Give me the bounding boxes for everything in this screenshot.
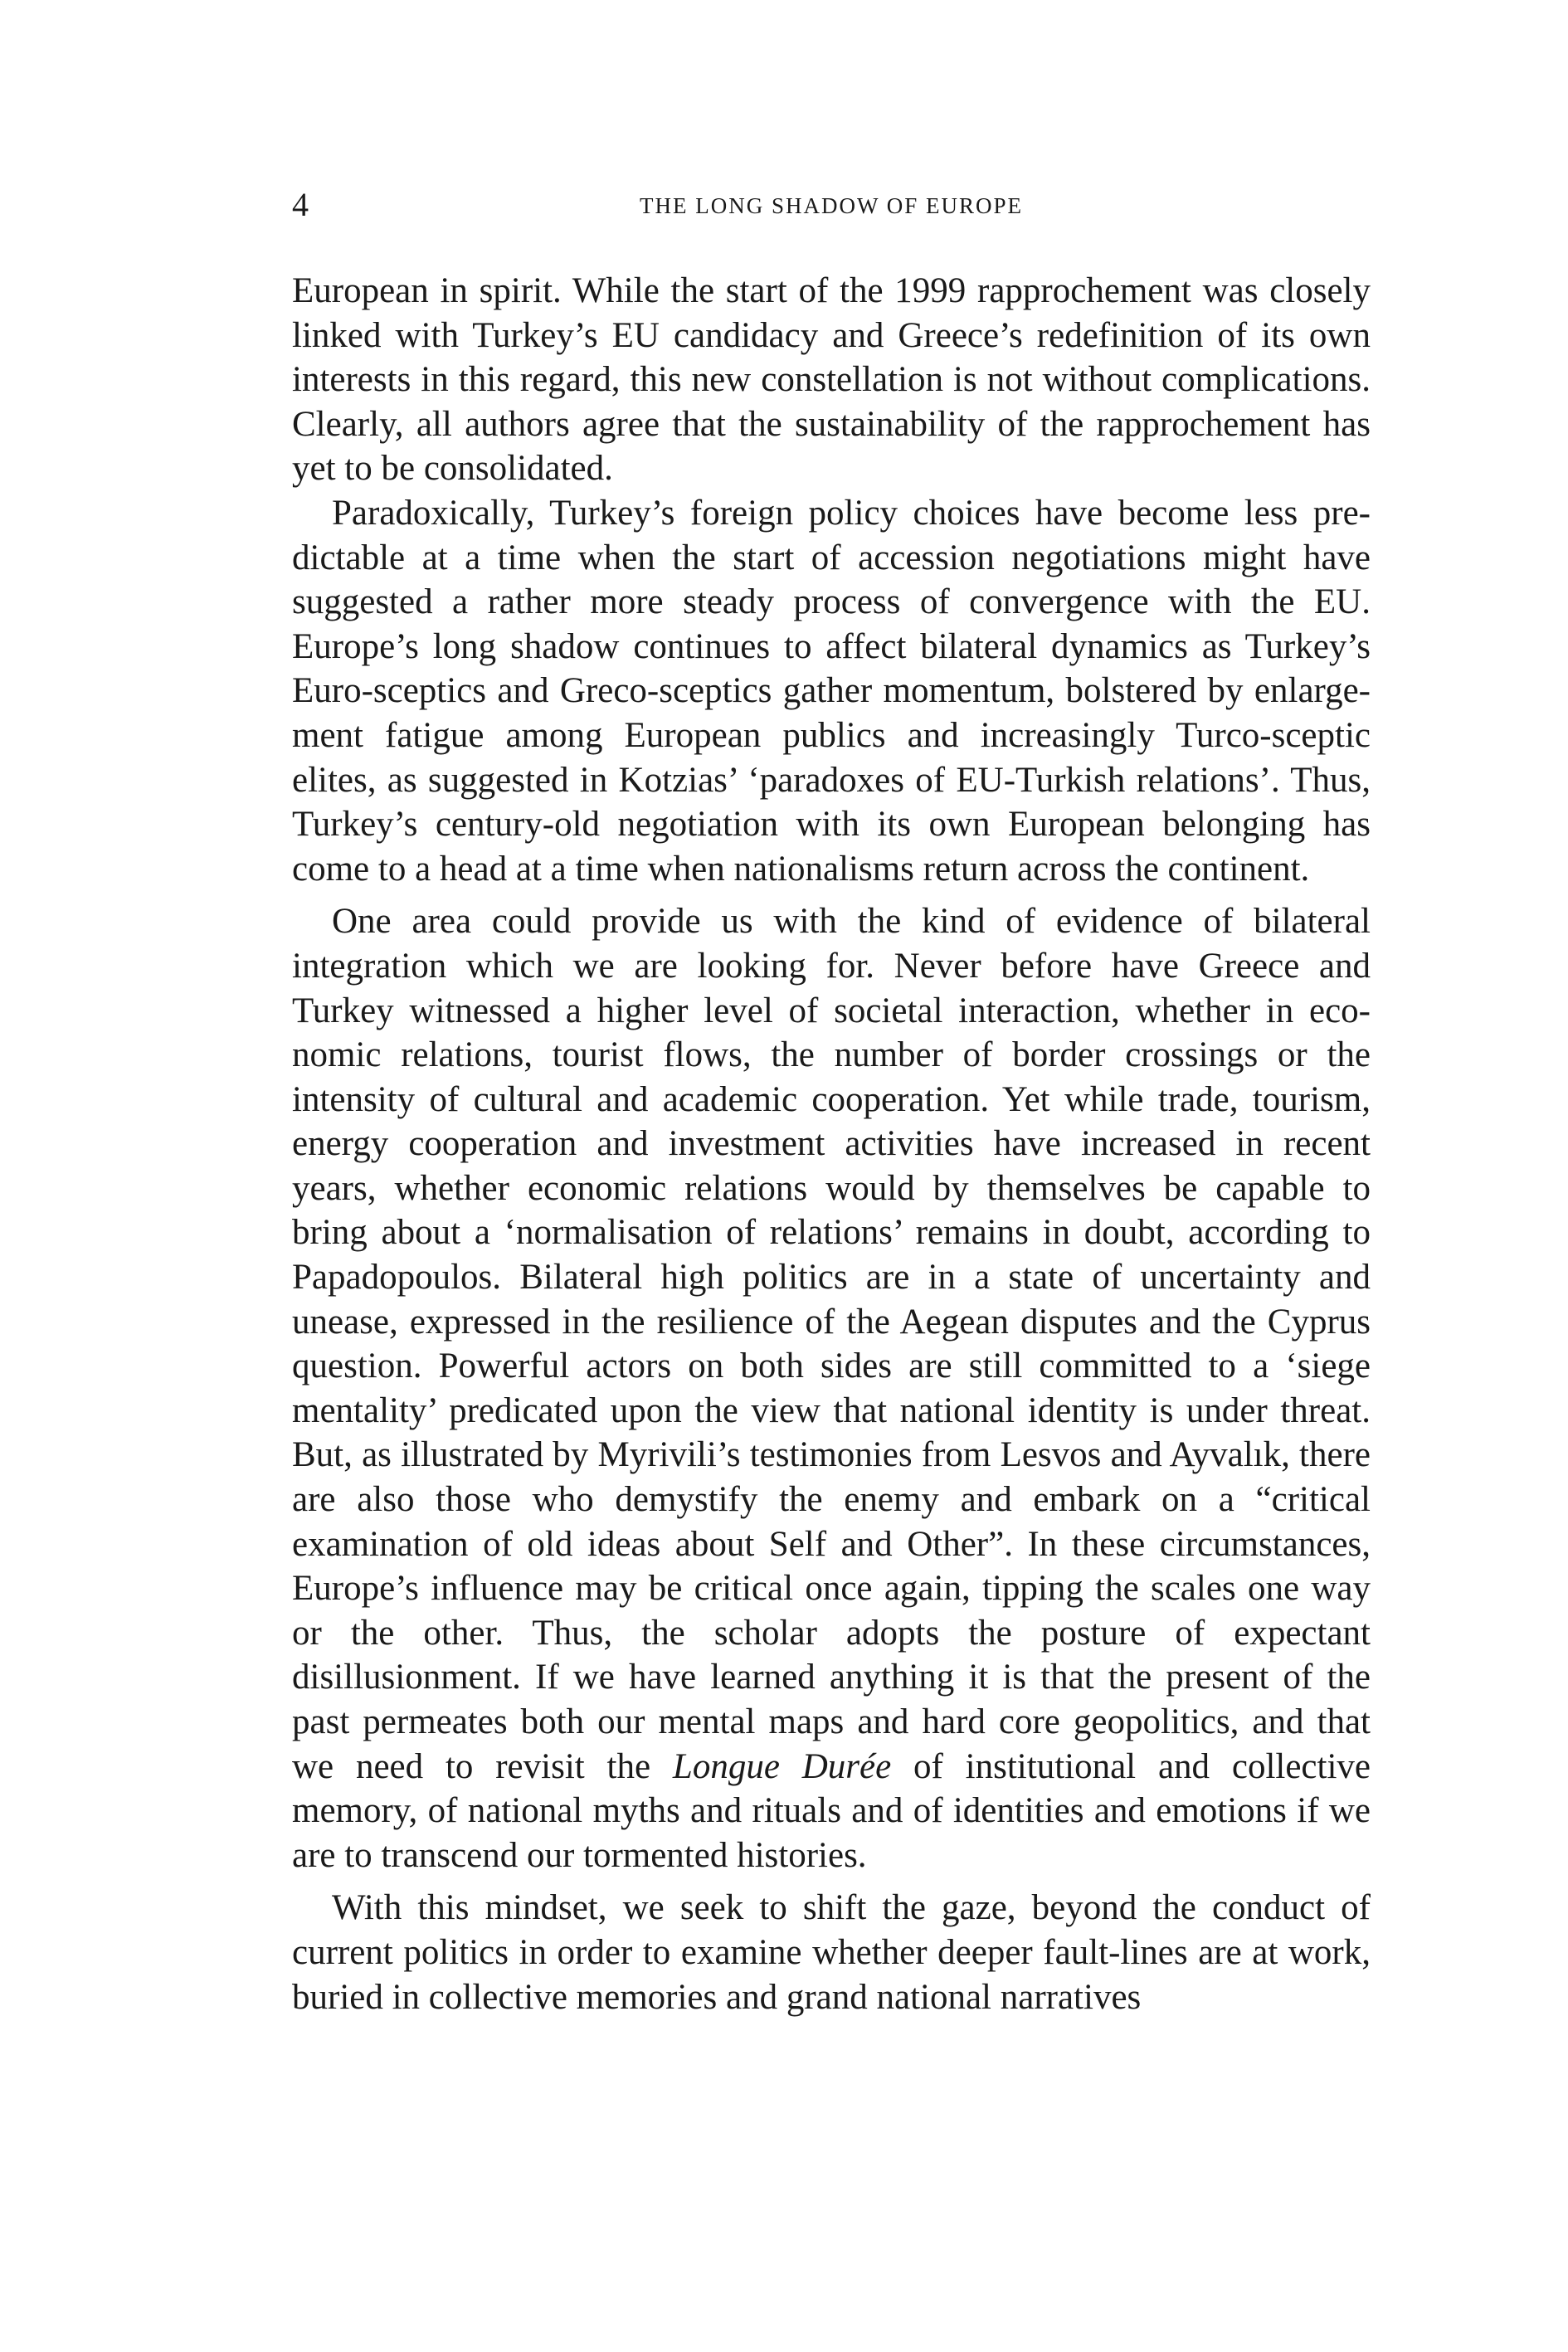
paragraph-4: With this mindset, we seek to shift the gaze, beyond the conduct of current politics in order to examine whether deeper fault-lines are at work, buried in collective memories and grand national narratives xyxy=(292,1888,1371,2017)
running-title: THE LONG SHADOW OF EUROPE xyxy=(639,193,1023,218)
paragraph-3-text-a: One area could provide us with the kind of evidence of bilateral integration which we are looking for. Never before have Greece and Turkey witnessed a higher level of societal interaction, whether in economic relations, tourist flows, the number of border crossings or the intensity of cultural and academic cooperation. Yet while trade, tourism, energy cooperation and investment activities have increased in recent years, whether economic relations would by themselves be capable to bring about a ‘normalisation of relations’ remains in doubt, according to Papadopoulos. Bilateral high politics are in a state of uncertainty and unease, expressed in the resilience of the Aegean disputes and the Cyprus question. Powerful actors on both sides are still committed to a ‘siege mentality’ predicated upon the view that national identity is under threat. But, as illustrated by Myrivili’s testimonies from Lesvos and Ayvalık, there are also those who demystify the enemy and embark on a “critical examination of old ideas about Self and Other”. In these circumstances, Europe’s influence may be critical once again, tipping the scales one way or the other. Thus, the scholar adopts the posture of expectant disillusionment. If we have learned anything it is that the present of the past permeates both our mental maps and hard core geopolitics, and that we need to revisit the xyxy=(292,902,1371,1786)
page-number: 4 xyxy=(292,186,309,223)
running-head xyxy=(292,184,1371,226)
paragraph-3-text-b: of institutional and collective memory, of national myths and rituals and of identities and emotions if we are to transcend our tormented histories. xyxy=(292,1746,1371,1875)
paragraph-2: Paradoxically, Turkey’s foreign policy choices have become less predictable at a time when the start of accession negotiations might have suggested a rather more steady process of convergence with the EU. Europe’s long shadow continues to affect bilateral dynamics as Turkey’s Euro-sceptics and Greco-sceptics gather momentum, bolstered by enlargement fatigue among European publics and increasingly Turco-sceptic elites, as suggested in Kotzias’ ‘paradoxes of EU-Turkish relations’. Thus, Turkey’s century-old negotiation with its own European belonging has come to a head at a time when nationalisms return across the continent. xyxy=(292,493,1371,889)
body-text xyxy=(292,269,1371,2019)
paragraph-1: European in spirit. While the start of the 1999 rapprochement was closely linked with Turkey’s EU candidacy and Greece’s redefinition of its own interests in this regard, this new constellation is not without complications. Clearly, all authors agree that the sustainability of the rapprochement has yet to be consolidated. xyxy=(292,271,1371,489)
italic-term: Longue Durée xyxy=(672,1746,892,1786)
paragraph-3 xyxy=(292,899,1371,1877)
